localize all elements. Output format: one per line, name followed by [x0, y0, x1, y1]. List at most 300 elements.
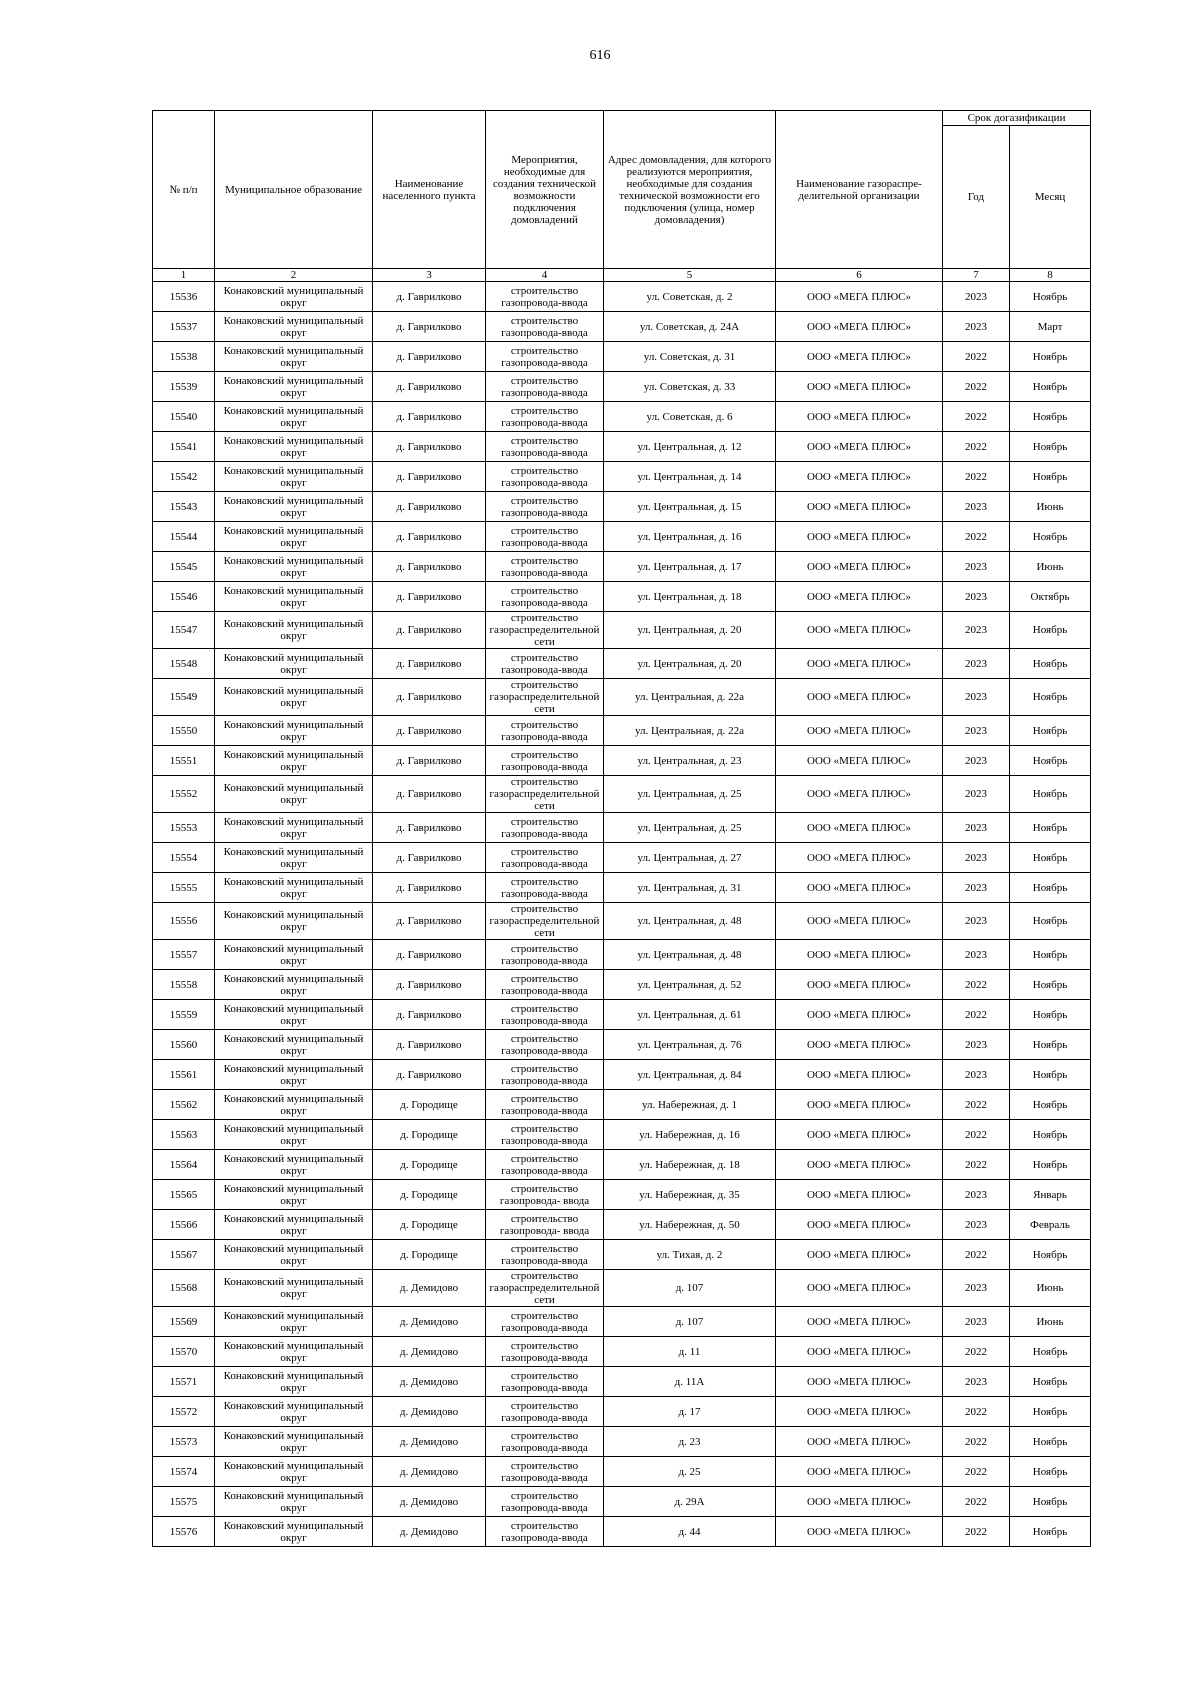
month-cell: Ноябрь [1010, 716, 1091, 746]
year-cell: 2023 [943, 716, 1010, 746]
month-cell: Июнь [1010, 552, 1091, 582]
settlement-cell: д. Гаврилково [373, 372, 486, 402]
activity-cell: строительство газопровода-ввода [486, 1337, 604, 1367]
municipality-cell: Конаковский муниципальный округ [215, 1240, 373, 1270]
settlement-cell: д. Демидово [373, 1457, 486, 1487]
activity-cell: строительство газопровода- ввода [486, 1180, 604, 1210]
row-number: 15546 [153, 582, 215, 612]
table-row [153, 1457, 1091, 1487]
table-row [153, 873, 1091, 903]
year-cell: 2022 [943, 1517, 1010, 1547]
table-row [153, 1397, 1091, 1427]
month-cell: Ноябрь [1010, 1150, 1091, 1180]
year-cell: 2022 [943, 970, 1010, 1000]
row-number: 15540 [153, 402, 215, 432]
activity-cell: строительство газопровода-ввода [486, 940, 604, 970]
row-number: 15567 [153, 1240, 215, 1270]
year-cell: 2022 [943, 432, 1010, 462]
municipality-cell: Конаковский муниципальный округ [215, 282, 373, 312]
year-cell: 2022 [943, 1397, 1010, 1427]
address-cell: ул. Центральная, д. 27 [604, 843, 776, 873]
month-cell: Ноябрь [1010, 776, 1091, 813]
table-row [153, 1180, 1091, 1210]
table-row [153, 843, 1091, 873]
organization-cell: ООО «МЕГА ПЛЮС» [776, 582, 943, 612]
month-cell: Март [1010, 312, 1091, 342]
address-cell: ул. Набережная, д. 35 [604, 1180, 776, 1210]
municipality-cell: Конаковский муниципальный округ [215, 1397, 373, 1427]
activity-cell: строительство газопровода-ввода [486, 1517, 604, 1547]
year-cell: 2023 [943, 552, 1010, 582]
col-number-6: 6 [776, 269, 943, 282]
month-cell: Ноябрь [1010, 1427, 1091, 1457]
col-header-municipality: Муниципальное образование [215, 111, 373, 269]
activity-cell: строительство газопровода-ввода [486, 522, 604, 552]
organization-cell: ООО «МЕГА ПЛЮС» [776, 1337, 943, 1367]
address-cell: д. 25 [604, 1457, 776, 1487]
organization-cell: ООО «МЕГА ПЛЮС» [776, 679, 943, 716]
activity-cell: строительство газораспределительной сети [486, 1270, 604, 1307]
col-header-settlement: Наименование населенного пункта [373, 111, 486, 269]
row-number: 15569 [153, 1307, 215, 1337]
settlement-cell: д. Гаврилково [373, 612, 486, 649]
settlement-cell: д. Демидово [373, 1397, 486, 1427]
col-number-1: 1 [153, 269, 215, 282]
municipality-cell: Конаковский муниципальный округ [215, 903, 373, 940]
activity-cell: строительство газопровода-ввода [486, 1120, 604, 1150]
col-header-year: Год [943, 126, 1010, 269]
activity-cell: строительство газопровода-ввода [486, 492, 604, 522]
address-cell: д. 11 [604, 1337, 776, 1367]
table-row [153, 746, 1091, 776]
month-cell: Ноябрь [1010, 1487, 1091, 1517]
table-row [153, 1427, 1091, 1457]
settlement-cell: д. Гаврилково [373, 402, 486, 432]
row-number: 15550 [153, 716, 215, 746]
organization-cell: ООО «МЕГА ПЛЮС» [776, 903, 943, 940]
activity-cell: строительство газопровода-ввода [486, 813, 604, 843]
settlement-cell: д. Городище [373, 1120, 486, 1150]
row-number: 15553 [153, 813, 215, 843]
municipality-cell: Конаковский муниципальный округ [215, 402, 373, 432]
address-cell: ул. Центральная, д. 61 [604, 1000, 776, 1030]
organization-cell: ООО «МЕГА ПЛЮС» [776, 522, 943, 552]
year-cell: 2023 [943, 649, 1010, 679]
table-row [153, 372, 1091, 402]
table-row [153, 552, 1091, 582]
year-cell: 2022 [943, 402, 1010, 432]
settlement-cell: д. Гаврилково [373, 679, 486, 716]
year-cell: 2023 [943, 746, 1010, 776]
activity-cell: строительство газопровода-ввода [486, 746, 604, 776]
municipality-cell: Конаковский муниципальный округ [215, 873, 373, 903]
year-cell: 2023 [943, 582, 1010, 612]
col-number-5: 5 [604, 269, 776, 282]
month-cell: Ноябрь [1010, 1030, 1091, 1060]
row-number: 15545 [153, 552, 215, 582]
municipality-cell: Конаковский муниципальный округ [215, 432, 373, 462]
table-row [153, 716, 1091, 746]
municipality-cell: Конаковский муниципальный округ [215, 970, 373, 1000]
table-row [153, 492, 1091, 522]
activity-cell: строительство газопровода-ввода [486, 843, 604, 873]
settlement-cell: д. Городище [373, 1180, 486, 1210]
col-number-2: 2 [215, 269, 373, 282]
table-row [153, 776, 1091, 813]
month-cell: Ноябрь [1010, 970, 1091, 1000]
settlement-cell: д. Демидово [373, 1487, 486, 1517]
row-number: 15566 [153, 1210, 215, 1240]
settlement-cell: д. Гаврилково [373, 312, 486, 342]
municipality-cell: Конаковский муниципальный округ [215, 940, 373, 970]
year-cell: 2023 [943, 492, 1010, 522]
activity-cell: строительство газопровода-ввода [486, 873, 604, 903]
table-row [153, 1030, 1091, 1060]
table-row [153, 402, 1091, 432]
municipality-cell: Конаковский муниципальный округ [215, 372, 373, 402]
activity-cell: строительство газопровода-ввода [486, 282, 604, 312]
settlement-cell: д. Гаврилково [373, 492, 486, 522]
col-header-address: Адрес домовладения, для которого реализуются мероприятия, необходимые для создания технической возможности его подключения (улица, номер домовладения) [604, 111, 776, 269]
address-cell: ул. Центральная, д. 23 [604, 746, 776, 776]
col-number-7: 7 [943, 269, 1010, 282]
municipality-cell: Конаковский муниципальный округ [215, 522, 373, 552]
row-number: 15551 [153, 746, 215, 776]
year-cell: 2022 [943, 522, 1010, 552]
municipality-cell: Конаковский муниципальный округ [215, 612, 373, 649]
row-number: 15562 [153, 1090, 215, 1120]
month-cell: Ноябрь [1010, 282, 1091, 312]
activity-cell: строительство газопровода-ввода [486, 1427, 604, 1457]
year-cell: 2022 [943, 1000, 1010, 1030]
col-header-organization: Наименование газораспре-делительной организации [776, 111, 943, 269]
municipality-cell: Конаковский муниципальный округ [215, 1030, 373, 1060]
settlement-cell: д. Демидово [373, 1367, 486, 1397]
activity-cell: строительство газораспределительной сети [486, 903, 604, 940]
address-cell: ул. Центральная, д. 16 [604, 522, 776, 552]
address-cell: ул. Центральная, д. 25 [604, 813, 776, 843]
activity-cell: строительство газопровода- ввода [486, 1210, 604, 1240]
month-cell: Ноябрь [1010, 462, 1091, 492]
organization-cell: ООО «МЕГА ПЛЮС» [776, 1307, 943, 1337]
row-number: 15560 [153, 1030, 215, 1060]
table-row [153, 522, 1091, 552]
year-cell: 2022 [943, 1090, 1010, 1120]
settlement-cell: д. Демидово [373, 1337, 486, 1367]
activity-cell: строительство газопровода-ввода [486, 970, 604, 1000]
organization-cell: ООО «МЕГА ПЛЮС» [776, 1487, 943, 1517]
organization-cell: ООО «МЕГА ПЛЮС» [776, 402, 943, 432]
address-cell: ул. Советская, д. 33 [604, 372, 776, 402]
municipality-cell: Конаковский муниципальный округ [215, 462, 373, 492]
address-cell: ул. Центральная, д. 25 [604, 776, 776, 813]
year-cell: 2022 [943, 1487, 1010, 1517]
organization-cell: ООО «МЕГА ПЛЮС» [776, 282, 943, 312]
month-cell: Ноябрь [1010, 372, 1091, 402]
table-row [153, 1270, 1091, 1307]
settlement-cell: д. Гаврилково [373, 813, 486, 843]
municipality-cell: Конаковский муниципальный округ [215, 342, 373, 372]
table-row [153, 612, 1091, 649]
table-row [153, 679, 1091, 716]
col-number-8: 8 [1010, 269, 1091, 282]
address-cell: д. 107 [604, 1270, 776, 1307]
address-cell: ул. Набережная, д. 1 [604, 1090, 776, 1120]
row-number: 15538 [153, 342, 215, 372]
municipality-cell: Конаковский муниципальный округ [215, 1457, 373, 1487]
organization-cell: ООО «МЕГА ПЛЮС» [776, 1090, 943, 1120]
activity-cell: строительство газопровода-ввода [486, 342, 604, 372]
municipality-cell: Конаковский муниципальный округ [215, 1427, 373, 1457]
activity-cell: строительство газопровода-ввода [486, 1367, 604, 1397]
address-cell: д. 29А [604, 1487, 776, 1517]
address-cell: д. 23 [604, 1427, 776, 1457]
row-number: 15555 [153, 873, 215, 903]
settlement-cell: д. Гаврилково [373, 776, 486, 813]
settlement-cell: д. Городище [373, 1210, 486, 1240]
organization-cell: ООО «МЕГА ПЛЮС» [776, 1180, 943, 1210]
month-cell: Июнь [1010, 492, 1091, 522]
organization-cell: ООО «МЕГА ПЛЮС» [776, 432, 943, 462]
month-cell: Ноябрь [1010, 1240, 1091, 1270]
row-number: 15564 [153, 1150, 215, 1180]
municipality-cell: Конаковский муниципальный округ [215, 649, 373, 679]
row-number: 15543 [153, 492, 215, 522]
month-cell: Февраль [1010, 1210, 1091, 1240]
row-number: 15548 [153, 649, 215, 679]
table-row [153, 970, 1091, 1000]
year-cell: 2023 [943, 903, 1010, 940]
organization-cell: ООО «МЕГА ПЛЮС» [776, 312, 943, 342]
municipality-cell: Конаковский муниципальный округ [215, 1180, 373, 1210]
organization-cell: ООО «МЕГА ПЛЮС» [776, 1517, 943, 1547]
month-cell: Ноябрь [1010, 1397, 1091, 1427]
year-cell: 2023 [943, 873, 1010, 903]
row-number: 15574 [153, 1457, 215, 1487]
settlement-cell: д. Гаврилково [373, 716, 486, 746]
activity-cell: строительство газопровода-ввода [486, 552, 604, 582]
settlement-cell: д. Гаврилково [373, 1030, 486, 1060]
activity-cell: строительство газопровода-ввода [486, 1090, 604, 1120]
year-cell: 2023 [943, 1307, 1010, 1337]
month-cell: Октябрь [1010, 582, 1091, 612]
address-cell: ул. Центральная, д. 31 [604, 873, 776, 903]
month-cell: Ноябрь [1010, 1090, 1091, 1120]
municipality-cell: Конаковский муниципальный округ [215, 1367, 373, 1397]
col-number-4: 4 [486, 269, 604, 282]
row-number: 15572 [153, 1397, 215, 1427]
month-cell: Ноябрь [1010, 612, 1091, 649]
year-cell: 2022 [943, 1457, 1010, 1487]
row-number: 15557 [153, 940, 215, 970]
activity-cell: строительство газопровода-ввода [486, 1487, 604, 1517]
organization-cell: ООО «МЕГА ПЛЮС» [776, 813, 943, 843]
table-row [153, 1487, 1091, 1517]
page-number: 616 [589, 48, 611, 63]
year-cell: 2023 [943, 1367, 1010, 1397]
settlement-cell: д. Гаврилково [373, 649, 486, 679]
organization-cell: ООО «МЕГА ПЛЮС» [776, 1060, 943, 1090]
address-cell: ул. Центральная, д. 12 [604, 432, 776, 462]
organization-cell: ООО «МЕГА ПЛЮС» [776, 372, 943, 402]
year-cell: 2023 [943, 679, 1010, 716]
organization-cell: ООО «МЕГА ПЛЮС» [776, 1210, 943, 1240]
organization-cell: ООО «МЕГА ПЛЮС» [776, 649, 943, 679]
table-row [153, 1000, 1091, 1030]
organization-cell: ООО «МЕГА ПЛЮС» [776, 462, 943, 492]
month-cell: Январь [1010, 1180, 1091, 1210]
col-header-month: Месяц [1010, 126, 1091, 269]
address-cell: ул. Центральная, д. 84 [604, 1060, 776, 1090]
activity-cell: строительство газопровода-ввода [486, 312, 604, 342]
activity-cell: строительство газопровода-ввода [486, 716, 604, 746]
address-cell: ул. Советская, д. 6 [604, 402, 776, 432]
table-row [153, 1090, 1091, 1120]
table-row [153, 1210, 1091, 1240]
table-row [153, 1337, 1091, 1367]
row-number: 15573 [153, 1427, 215, 1457]
activity-cell: строительство газопровода-ввода [486, 1030, 604, 1060]
row-number: 15552 [153, 776, 215, 813]
month-cell: Ноябрь [1010, 402, 1091, 432]
organization-cell: ООО «МЕГА ПЛЮС» [776, 492, 943, 522]
address-cell: д. 107 [604, 1307, 776, 1337]
table-row [153, 1060, 1091, 1090]
settlement-cell: д. Гаврилково [373, 522, 486, 552]
organization-cell: ООО «МЕГА ПЛЮС» [776, 1000, 943, 1030]
row-number: 15565 [153, 1180, 215, 1210]
table-row [153, 312, 1091, 342]
settlement-cell: д. Гаврилково [373, 843, 486, 873]
month-cell: Ноябрь [1010, 522, 1091, 552]
municipality-cell: Конаковский муниципальный округ [215, 1307, 373, 1337]
municipality-cell: Конаковский муниципальный округ [215, 813, 373, 843]
year-cell: 2023 [943, 312, 1010, 342]
year-cell: 2022 [943, 1120, 1010, 1150]
month-cell: Ноябрь [1010, 903, 1091, 940]
organization-cell: ООО «МЕГА ПЛЮС» [776, 716, 943, 746]
address-cell: ул. Набережная, д. 50 [604, 1210, 776, 1240]
row-number: 15570 [153, 1337, 215, 1367]
month-cell: Ноябрь [1010, 843, 1091, 873]
year-cell: 2022 [943, 462, 1010, 492]
row-number: 15539 [153, 372, 215, 402]
year-cell: 2023 [943, 1270, 1010, 1307]
table-row [153, 1240, 1091, 1270]
table-row [153, 432, 1091, 462]
col-header-gasification-deadline: Срок догазификации [943, 111, 1091, 126]
row-number: 15561 [153, 1060, 215, 1090]
row-number: 15558 [153, 970, 215, 1000]
address-cell: ул. Центральная, д. 17 [604, 552, 776, 582]
gasification-table [152, 110, 1091, 1547]
month-cell: Ноябрь [1010, 1367, 1091, 1397]
municipality-cell: Конаковский муниципальный округ [215, 1517, 373, 1547]
year-cell: 2023 [943, 940, 1010, 970]
table-body [153, 282, 1091, 1547]
address-cell: ул. Центральная, д. 22а [604, 716, 776, 746]
activity-cell: строительство газораспределительной сети [486, 776, 604, 813]
organization-cell: ООО «МЕГА ПЛЮС» [776, 1427, 943, 1457]
municipality-cell: Конаковский муниципальный округ [215, 552, 373, 582]
activity-cell: строительство газораспределительной сети [486, 679, 604, 716]
municipality-cell: Конаковский муниципальный округ [215, 1090, 373, 1120]
row-number: 15542 [153, 462, 215, 492]
organization-cell: ООО «МЕГА ПЛЮС» [776, 940, 943, 970]
table-header [153, 111, 1091, 282]
address-cell: д. 11А [604, 1367, 776, 1397]
table-row [153, 903, 1091, 940]
organization-cell: ООО «МЕГА ПЛЮС» [776, 970, 943, 1000]
municipality-cell: Конаковский муниципальный округ [215, 843, 373, 873]
settlement-cell: д. Гаврилково [373, 873, 486, 903]
address-cell: ул. Центральная, д. 18 [604, 582, 776, 612]
activity-cell: строительство газопровода-ввода [486, 402, 604, 432]
settlement-cell: д. Гаврилково [373, 970, 486, 1000]
address-cell: д. 17 [604, 1397, 776, 1427]
activity-cell: строительство газопровода-ввода [486, 582, 604, 612]
activity-cell: строительство газопровода-ввода [486, 1000, 604, 1030]
table-row [153, 940, 1091, 970]
address-cell: ул. Центральная, д. 20 [604, 649, 776, 679]
address-cell: ул. Набережная, д. 16 [604, 1120, 776, 1150]
table-row [153, 1120, 1091, 1150]
activity-cell: строительство газопровода-ввода [486, 1397, 604, 1427]
month-cell: Ноябрь [1010, 940, 1091, 970]
address-cell: ул. Советская, д. 31 [604, 342, 776, 372]
activity-cell: строительство газопровода-ввода [486, 462, 604, 492]
table-row [153, 342, 1091, 372]
settlement-cell: д. Гаврилково [373, 746, 486, 776]
organization-cell: ООО «МЕГА ПЛЮС» [776, 1397, 943, 1427]
activity-cell: строительство газопровода-ввода [486, 649, 604, 679]
settlement-cell: д. Городище [373, 1240, 486, 1270]
settlement-cell: д. Гаврилково [373, 1060, 486, 1090]
municipality-cell: Конаковский муниципальный округ [215, 746, 373, 776]
address-cell: ул. Центральная, д. 22а [604, 679, 776, 716]
month-cell: Ноябрь [1010, 1517, 1091, 1547]
settlement-cell: д. Гаврилково [373, 462, 486, 492]
organization-cell: ООО «МЕГА ПЛЮС» [776, 1240, 943, 1270]
month-cell: Ноябрь [1010, 342, 1091, 372]
table-row [153, 1307, 1091, 1337]
municipality-cell: Конаковский муниципальный округ [215, 1270, 373, 1307]
year-cell: 2023 [943, 1030, 1010, 1060]
settlement-cell: д. Демидово [373, 1427, 486, 1457]
year-cell: 2022 [943, 1337, 1010, 1367]
activity-cell: строительство газопровода-ввода [486, 1307, 604, 1337]
settlement-cell: д. Гаврилково [373, 342, 486, 372]
year-cell: 2023 [943, 1060, 1010, 1090]
municipality-cell: Конаковский муниципальный округ [215, 312, 373, 342]
year-cell: 2023 [943, 612, 1010, 649]
month-cell: Июнь [1010, 1307, 1091, 1337]
table-row [153, 582, 1091, 612]
address-cell: ул. Центральная, д. 14 [604, 462, 776, 492]
settlement-cell: д. Гаврилково [373, 1000, 486, 1030]
row-number: 15554 [153, 843, 215, 873]
municipality-cell: Конаковский муниципальный округ [215, 1000, 373, 1030]
table-row [153, 1517, 1091, 1547]
year-cell: 2023 [943, 813, 1010, 843]
organization-cell: ООО «МЕГА ПЛЮС» [776, 342, 943, 372]
organization-cell: ООО «МЕГА ПЛЮС» [776, 1120, 943, 1150]
year-cell: 2022 [943, 1240, 1010, 1270]
organization-cell: ООО «МЕГА ПЛЮС» [776, 1457, 943, 1487]
activity-cell: строительство газопровода-ввода [486, 1240, 604, 1270]
month-cell: Ноябрь [1010, 1000, 1091, 1030]
row-number: 15568 [153, 1270, 215, 1307]
